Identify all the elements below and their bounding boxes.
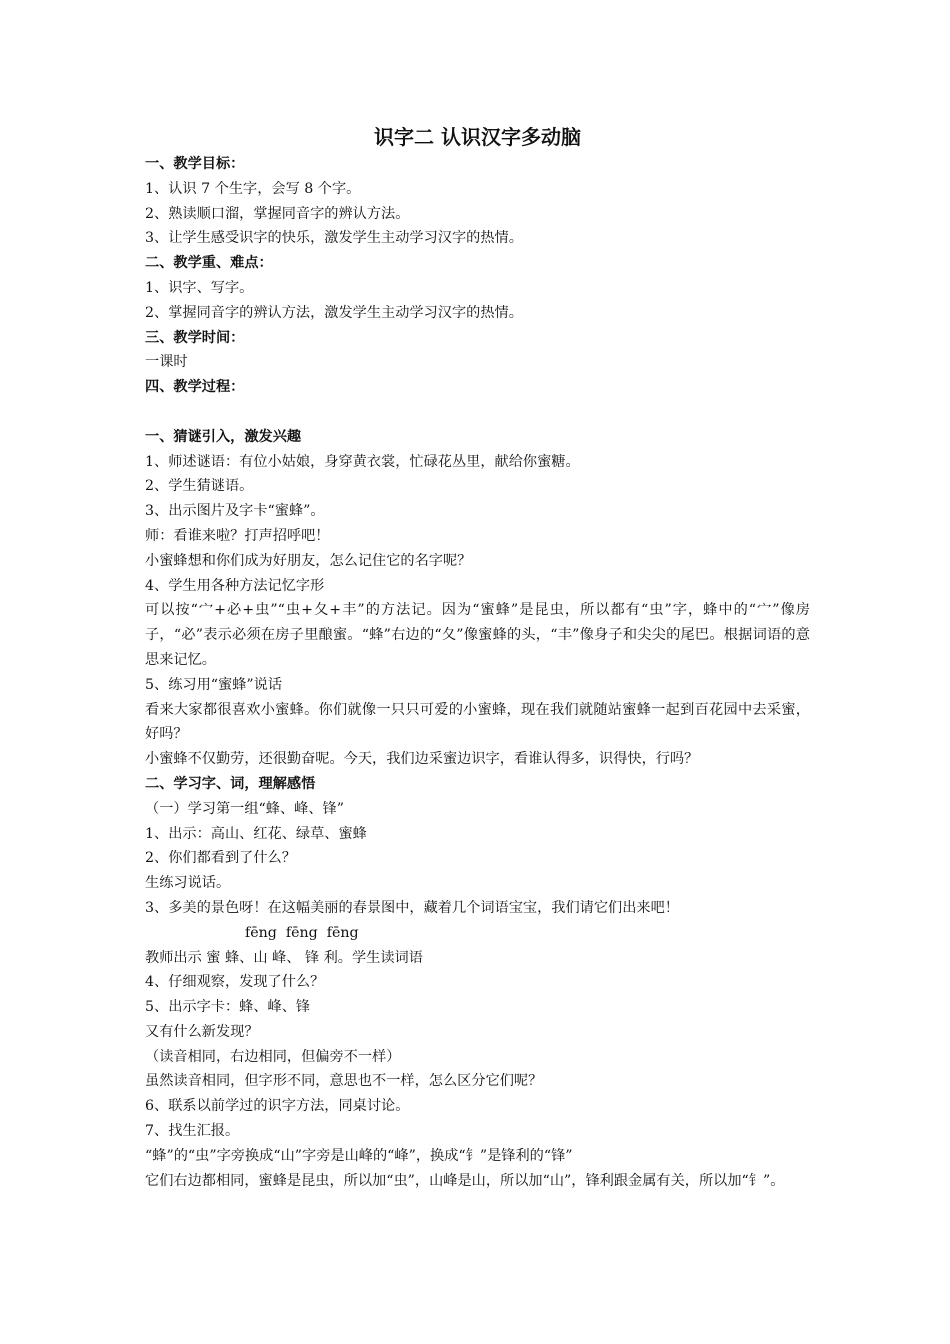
text-line: 1、出示：高山、红花、绿草、蜜蜂 <box>145 825 367 842</box>
text-line: 1、师述谜语：有位小姑娘，身穿黄衣裳，忙碌花丛里，献给你蜜糖。 <box>145 453 580 470</box>
section-heading: 一、猜谜引入，激发兴趣 <box>145 428 302 445</box>
text-line: 3、让学生感受识字的快乐，激发学生主动学习汉字的热情。 <box>145 230 523 247</box>
text-line: 小蜜蜂想和你们成为好朋友，怎么记住它的名字呢？ <box>145 552 472 569</box>
text-line: 虽然读音相同，但字形不同，意思也不一样，怎么区分它们呢？ <box>145 1073 543 1090</box>
section-heading: 三、教学时间： <box>145 329 245 346</box>
text-line: 7、找生汇报。 <box>145 1123 240 1140</box>
text-line: 6、联系以前学过的识字方法，同桌讨论。 <box>145 1098 410 1115</box>
text-line: “蜂”的“虫”字旁换成“山”字旁是山峰的“峰”，换成“钅”是锋利的“锋” <box>145 1147 573 1164</box>
paragraph: 可以按“宀+必+虫”“虫+夂+丰”的方法记。因为“蜜蜂”是昆虫，所以都有“虫”字，蜂中的“宀”像房子，“必”表示必须在房子里酿蜜。“蜂”右边的“夂”像蜜蜂的头，“丰”像身子和尖尖的尾巴。根据词语的意思来记忆。 <box>145 602 810 668</box>
text-line: 2、熟读顺口溜，掌握同音字的辨认方法。 <box>145 205 410 222</box>
text-line: 生练习说话。 <box>145 875 231 892</box>
section-heading: 二、教学重、难点： <box>145 255 273 272</box>
paragraph: 它们右边都相同，蜜蜂是昆虫，所以加“虫”，山峰是山，所以加“山”，锋利跟金属有关，所以加“钅”。 <box>145 1172 785 1189</box>
document-body <box>145 122 810 1193</box>
text-line: 2、你们都看到了什么？ <box>145 850 296 867</box>
text-line: 小蜜蜂不仅勤劳，还很勤奋呢。今天，我们边采蜜边识字，看谁认得多，识得快，行吗？ <box>145 751 699 768</box>
pinyin-annotation: fēng fēng fēng <box>245 924 359 941</box>
text-line: 4、学生用各种方法记忆字形 <box>145 577 325 594</box>
text-line: 4、仔细观察，发现了什么？ <box>145 974 325 991</box>
text-line: 2、学生猜谜语。 <box>145 478 254 495</box>
blank-line <box>145 400 810 425</box>
section-heading: 一、教学目标： <box>145 156 245 172</box>
section-heading: 二、学习字、词，理解感悟 <box>145 775 316 792</box>
text-line: 又有什么新发现？ <box>145 1023 259 1040</box>
text-line: 3、多美的景色呀！在这幅美丽的春景图中，藏着几个词语宝宝，我们请它们出来吧！ <box>145 899 679 916</box>
text-line: 5、练习用“蜜蜂”说话 <box>145 676 283 693</box>
text-line: 师：看谁来啦？打声招呼吧！ <box>145 527 330 544</box>
text-line: 3、出示图片及字卡“蜜蜂”。 <box>145 503 325 520</box>
document-title: 识字二 认识汉字多动脑 <box>374 125 581 149</box>
text-line: （一）学习第一组“蜂、峰、锋” <box>145 800 344 817</box>
text-line: 2、掌握同音字的辨认方法，激发学生主动学习汉字的热情。 <box>145 304 523 321</box>
text-line: （读音相同，右边相同，但偏旁不一样） <box>145 1048 401 1065</box>
paragraph: 看来大家都很喜欢小蜜蜂。你们就像一只只可爱的小蜜蜂，现在我们就随站蜜蜂一起到百花园中去采蜜，好吗？ <box>145 701 810 743</box>
text-line: 教师出示 蜜 蜂、山 峰、 锋 利。学生读词语 <box>145 949 423 966</box>
text-line: 5、出示字卡：蜂、峰、锋 <box>145 999 311 1016</box>
document-lines <box>145 152 810 1193</box>
text-line: 1、识字、写字。 <box>145 279 254 296</box>
text-line: 1、认识 7 个生字，会写 8 个字。 <box>145 180 361 197</box>
text-line: 一课时 <box>145 354 188 371</box>
section-heading: 四、教学过程： <box>145 379 245 396</box>
